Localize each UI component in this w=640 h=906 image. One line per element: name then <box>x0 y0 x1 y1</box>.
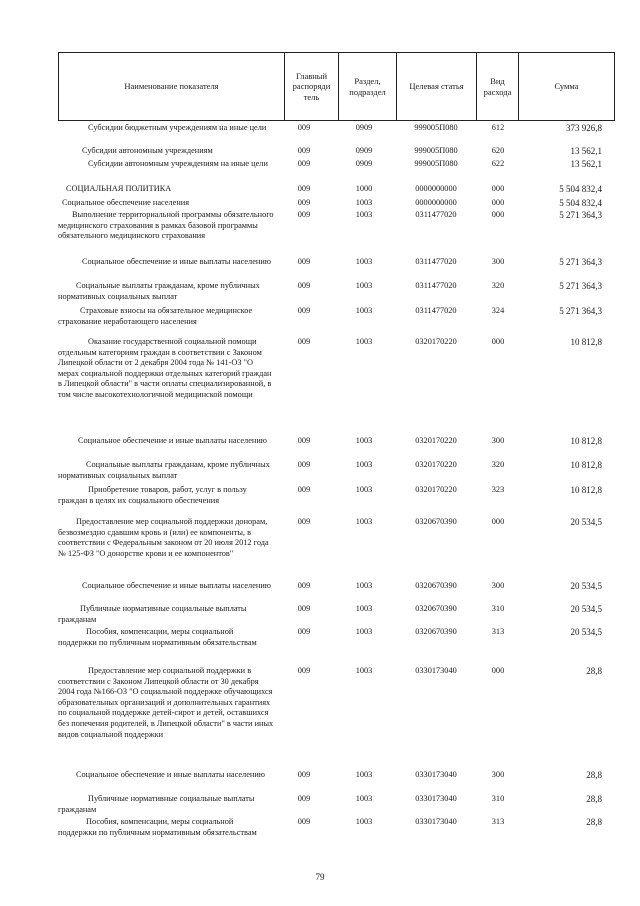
row-celevaya: 0320670390 <box>415 627 457 636</box>
row-glavny: 009 <box>297 123 311 132</box>
row-name: Социальное обеспечение и иные выплаты населению <box>82 257 271 266</box>
row-celevaya: 0320170220 <box>415 337 457 346</box>
row-name: СОЦИАЛЬНАЯ ПОЛИТИКА <box>66 184 172 193</box>
row-razdel: 1003 <box>355 436 373 445</box>
row-name: Выполнение территориальной программы обязательного медицинского страхования в рамках базовой программы обязательного медицинского страхования <box>58 210 274 241</box>
row-vid: 000 <box>491 184 505 193</box>
row-name: Оказание государственной социальной помощи отдельным категориям граждан в соответствии с Законом Липецкой области от 2 декабря 2004 года № 141-ОЗ "О мерах социальной поддержки отдельных категорий граждан в Липецкой области" в части оплаты специализированной, в том числе высокотехнологичной медицинской помощи <box>58 337 272 399</box>
row-glavny: 009 <box>297 257 311 266</box>
row-summa: 28,8 <box>586 666 602 676</box>
row-summa: 5 271 364,3 <box>559 257 602 267</box>
row-razdel: 1003 <box>355 666 373 675</box>
row-vid: 324 <box>491 306 505 315</box>
row-glavny: 009 <box>297 146 311 155</box>
row-celevaya: 0320670390 <box>415 581 457 590</box>
row-razdel: 1003 <box>355 770 373 779</box>
row-summa: 10 812,8 <box>570 485 602 495</box>
row-celevaya: 0311477020 <box>415 281 457 290</box>
row-glavny: 009 <box>297 581 311 590</box>
row-razdel: 1003 <box>355 257 373 266</box>
row-name: Публичные нормативные социальные выплаты гражданам <box>58 794 255 814</box>
row-vid: 320 <box>491 460 505 469</box>
row-razdel: 1003 <box>355 627 373 636</box>
row-vid: 300 <box>491 581 505 590</box>
row-razdel: 1000 <box>355 184 373 193</box>
row-vid: 310 <box>491 794 505 803</box>
header-name: Наименование показателя <box>59 53 285 121</box>
header-razdel: Раздел, подраздел <box>339 53 397 121</box>
header-celevaya: Целевая статья <box>397 53 477 121</box>
row-summa: 10 812,8 <box>570 460 602 470</box>
row-name: Предоставление мер социальной поддержки донорам, безвозмездно сдавшим кровь и (или) ее компоненты, в соответствии с Федеральным законом от 20 июля 2012 года № 125-ФЗ "О донорстве крови и ее компонентов" <box>58 517 269 558</box>
row-razdel: 1003 <box>355 485 373 494</box>
row-razdel: 1003 <box>355 281 373 290</box>
row-name: Социальные выплаты гражданам, кроме публичных нормативных социальных выплат <box>58 460 270 480</box>
header-glavny: Главный распоряди тель <box>285 53 339 121</box>
row-glavny: 009 <box>297 627 311 636</box>
row-name: Пособия, компенсации, меры социальной поддержки по публичным нормативным обязательствам <box>58 817 257 837</box>
row-vid: 000 <box>491 210 505 219</box>
row-razdel: 1003 <box>355 306 373 315</box>
row-name: Субсидии автономным учреждениям <box>82 146 213 155</box>
row-name: Страховые взносы на обязательное медицинское страхование неработающего населения <box>58 306 253 326</box>
row-celevaya: 0320170220 <box>415 485 457 494</box>
row-glavny: 009 <box>297 198 311 207</box>
row-summa: 20 534,5 <box>570 581 602 591</box>
row-celevaya: 0311477020 <box>415 257 457 266</box>
row-celevaya: 0000000000 <box>415 184 457 193</box>
row-summa: 13 562,1 <box>570 146 602 156</box>
row-razdel: 0909 <box>355 123 373 132</box>
row-name: Пособия, компенсации, меры социальной поддержки по публичным нормативным обязательствам <box>58 627 257 647</box>
row-razdel: 1003 <box>355 210 373 219</box>
row-glavny: 009 <box>297 485 311 494</box>
row-celevaya: 0320170220 <box>415 460 457 469</box>
row-summa: 28,8 <box>586 794 602 804</box>
row-razdel: 1003 <box>355 198 373 207</box>
row-celevaya: 999005П080 <box>414 159 458 168</box>
row-summa: 20 534,5 <box>570 604 602 614</box>
row-celevaya: 0320670390 <box>415 517 457 526</box>
row-summa: 5 271 364,3 <box>559 306 602 316</box>
row-celevaya: 0311477020 <box>415 210 457 219</box>
row-glavny: 009 <box>297 306 311 315</box>
row-razdel: 1003 <box>355 517 373 526</box>
row-glavny: 009 <box>297 184 311 193</box>
row-celevaya: 999005П080 <box>414 123 458 132</box>
row-vid: 000 <box>491 666 505 675</box>
row-glavny: 009 <box>297 210 311 219</box>
row-celevaya: 0330173040 <box>415 770 457 779</box>
row-vid: 622 <box>491 159 505 168</box>
row-glavny: 009 <box>297 517 311 526</box>
row-vid: 000 <box>491 337 505 346</box>
row-glavny: 009 <box>297 337 311 346</box>
row-glavny: 009 <box>297 817 311 826</box>
row-summa: 5 504 832,4 <box>559 184 602 194</box>
row-vid: 300 <box>491 436 505 445</box>
row-razdel: 0909 <box>355 146 373 155</box>
row-celevaya: 0000000000 <box>415 198 457 207</box>
row-razdel: 1003 <box>355 337 373 346</box>
row-celevaya: 0330173040 <box>415 817 457 826</box>
row-razdel: 1003 <box>355 460 373 469</box>
row-vid: 612 <box>491 123 505 132</box>
row-celevaya: 0320170220 <box>415 436 457 445</box>
row-summa: 10 812,8 <box>570 436 602 446</box>
row-summa: 373 926,8 <box>566 123 602 133</box>
row-razdel: 1003 <box>355 817 373 826</box>
row-summa: 5 271 364,3 <box>559 210 602 220</box>
row-summa: 28,8 <box>586 817 602 827</box>
row-celevaya: 0330173040 <box>415 666 457 675</box>
row-name: Субсидии бюджетным учреждениям на иные цели <box>88 123 267 132</box>
row-name: Социальные выплаты гражданам, кроме публичных нормативных социальных выплат <box>58 281 260 301</box>
row-vid: 000 <box>491 198 505 207</box>
row-glavny: 009 <box>297 794 311 803</box>
row-name: Социальное обеспечение населения <box>62 198 190 207</box>
row-razdel: 1003 <box>355 604 373 613</box>
row-summa: 5 271 364,3 <box>559 281 602 291</box>
row-glavny: 009 <box>297 604 311 613</box>
row-name: Приобретение товаров, работ, услуг в пользу граждан в целях их социального обеспечения <box>58 485 247 505</box>
header-summa: Сумма <box>519 53 615 121</box>
row-glavny: 009 <box>297 436 311 445</box>
row-glavny: 009 <box>297 281 311 290</box>
row-celevaya: 0311477020 <box>415 306 457 315</box>
row-vid: 000 <box>491 517 505 526</box>
header-vid: Вид расхода <box>477 53 519 121</box>
row-name: Субсидии автономным учреждениям на иные цели <box>88 159 268 168</box>
row-vid: 313 <box>491 627 505 636</box>
row-glavny: 009 <box>297 159 311 168</box>
row-vid: 323 <box>491 485 505 494</box>
row-glavny: 009 <box>297 460 311 469</box>
row-razdel: 1003 <box>355 581 373 590</box>
row-razdel: 0909 <box>355 159 373 168</box>
table-header <box>58 52 615 121</box>
row-celevaya: 0330173040 <box>415 794 457 803</box>
row-vid: 320 <box>491 281 505 290</box>
row-vid: 300 <box>491 257 505 266</box>
row-name: Предоставление мер социальной поддержки в соответствии с Законом Липецкой области от 30 декабря 2004 года №166-ОЗ "О социальной поддержке обучающихся образовательных организаций и дополнительных гарантиях по социальной поддержке детей-сирот и детей, оставшихся без попечения родителей, в Липецкой области" в части иных видов социальной поддержки <box>58 666 274 739</box>
row-name: Социальное обеспечение и иные выплаты населению <box>78 436 267 445</box>
row-celevaya: 999005П080 <box>414 146 458 155</box>
row-summa: 13 562,1 <box>570 159 602 169</box>
row-vid: 620 <box>491 146 505 155</box>
row-glavny: 009 <box>297 666 311 675</box>
row-summa: 28,8 <box>586 770 602 780</box>
row-summa: 10 812,8 <box>570 337 602 347</box>
row-name: Публичные нормативные социальные выплаты гражданам <box>58 604 247 624</box>
row-celevaya: 0320670390 <box>415 604 457 613</box>
row-summa: 5 504 832,4 <box>559 198 602 208</box>
row-summa: 20 534,5 <box>570 517 602 527</box>
row-razdel: 1003 <box>355 794 373 803</box>
row-name: Социальное обеспечение и иные выплаты населению <box>76 770 265 779</box>
row-vid: 300 <box>491 770 505 779</box>
row-vid: 310 <box>491 604 505 613</box>
row-vid: 313 <box>491 817 505 826</box>
page-number: 79 <box>315 872 325 882</box>
row-summa: 20 534,5 <box>570 627 602 637</box>
row-name: Социальное обеспечение и иные выплаты населению <box>82 581 271 590</box>
row-glavny: 009 <box>297 770 311 779</box>
